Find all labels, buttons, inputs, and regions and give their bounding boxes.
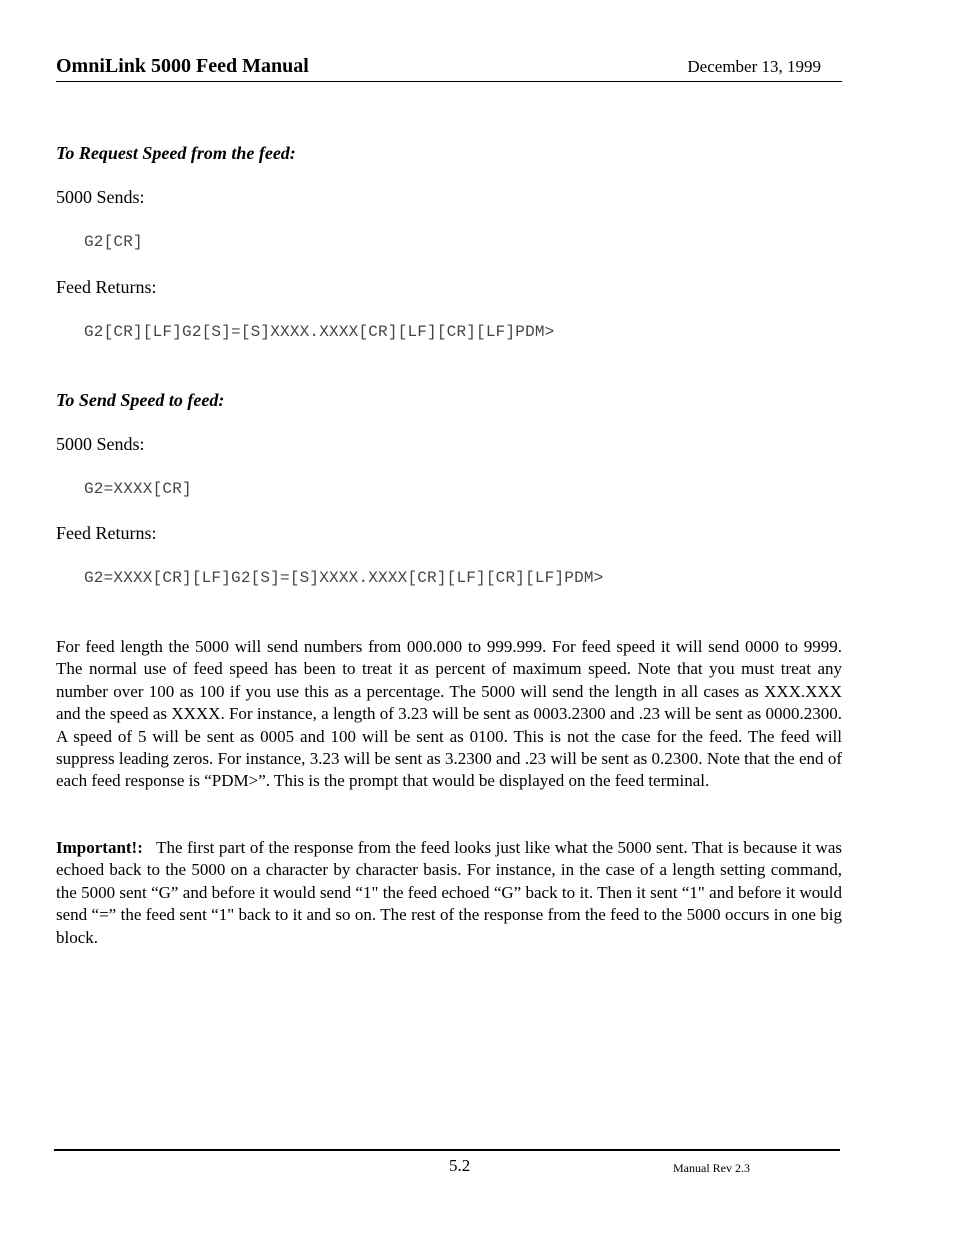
important-text: The first part of the response from the feed looks just like what the 5000 sent. That is because it was echoed back to the 5000 on a character by character basis. For instance, in the case of a length setting command, the 5000 sent “G” and before it would send “1" the feed echoed “G” back to it. Then it sent “1" and before it would send “=” the feed sent “1" back to it and so on. The rest of the response from the feed to the 5000 occurs in one big block. — [56, 838, 842, 947]
length-speed-paragraph: For feed length the 5000 will send numbers from 000.000 to 999.999. For feed speed it will send 0000 to 9999. The normal use of feed speed has been to treat it as percent of maximum speed. Note that you must treat any number over 100 as 100 if you use this as a percentage. The 5000 will send the length in all cases as XXX.XXX and the speed as XXXX. For instance, a length of 3.23 will be sent as 0003.2300 and .23 will be sent as 0000.2300. A speed of 5 will be sent as 0005 and 100 will be sent as 0100. This is not the case for the feed. The feed will suppress leading zeros. For instance, 3.23 will be sent as 3.2300 and .23 will be sent as 0.2300. Note that the end of each feed response is “PDM>”. This is the prompt that would be displayed on the feed terminal. — [56, 637, 842, 791]
request-speed-heading: To Request Speed from the feed: — [56, 143, 296, 163]
request-returns-code: G2[CR][LF]G2[S]=[S]XXXX.XXXX[CR][LF][CR][LF]PDM> — [84, 323, 555, 341]
important-paragraph — [56, 837, 842, 949]
manual-title: OmniLink 5000 Feed Manual — [56, 55, 309, 77]
request-sends-code: G2[CR] — [84, 233, 143, 251]
request-returns-label: Feed Returns: — [56, 277, 157, 297]
send-speed-heading: To Send Speed to feed: — [56, 390, 225, 410]
footer-divider — [54, 1149, 840, 1151]
request-sends-label: 5000 Sends: — [56, 187, 145, 207]
send-sends-label: 5000 Sends: — [56, 434, 145, 454]
send-returns-code: G2=XXXX[CR][LF]G2[S]=[S]XXXX.XXXX[CR][LF][CR][LF]PDM> — [84, 569, 604, 587]
important-label: Important!: — [56, 838, 143, 857]
send-sends-code: G2=XXXX[CR] — [84, 480, 192, 498]
header-divider — [56, 81, 842, 82]
send-returns-label: Feed Returns: — [56, 523, 157, 543]
manual-revision: Manual Rev 2.3 — [673, 1161, 750, 1175]
page-number: 5.2 — [449, 1156, 471, 1175]
document-date: December 13, 1999 — [687, 57, 821, 76]
